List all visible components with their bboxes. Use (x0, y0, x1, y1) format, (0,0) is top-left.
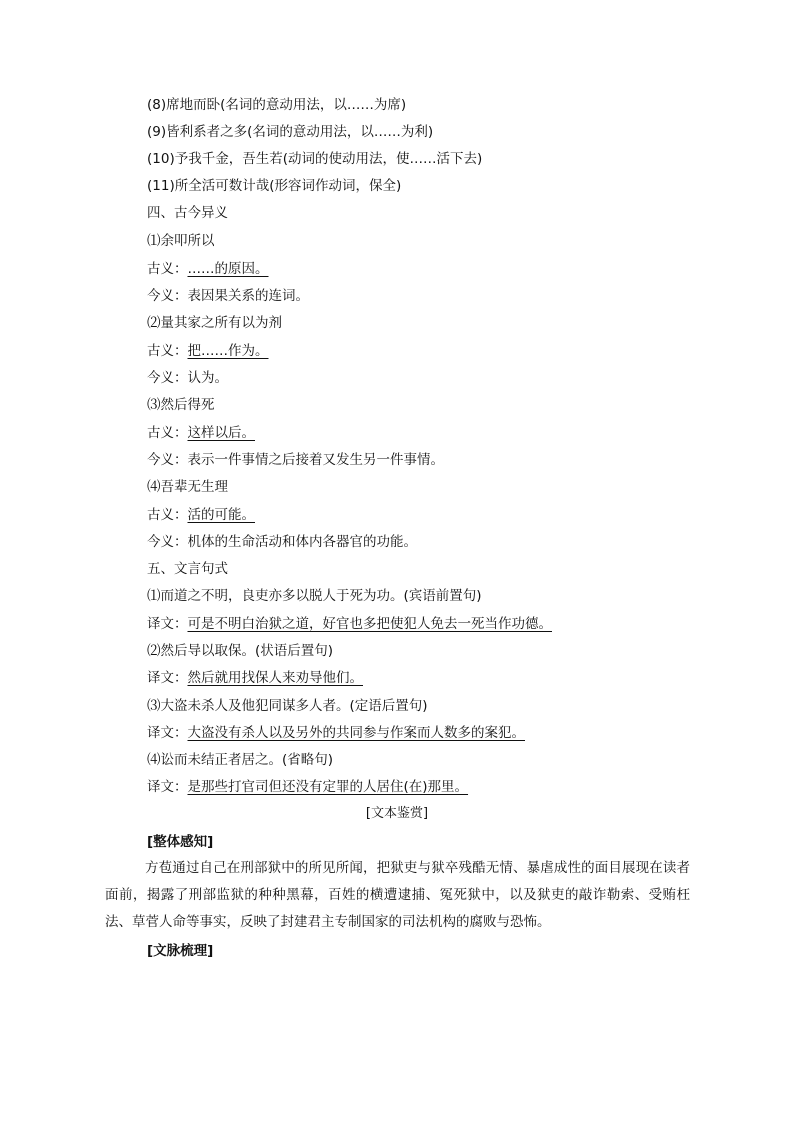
heading-ancient-modern-meaning: 四、古今异义 (147, 205, 228, 221)
translation-2 (147, 669, 363, 687)
word-3: ⑶然后得死 (147, 397, 215, 413)
modern-meaning-3: 今义：表示一件事情之后接着又发生另一件事情。 (147, 452, 444, 468)
translation-answer-3: 大盗没有杀人以及另外的共同参与作案而人数多的案犯。 (187, 725, 525, 741)
ancient-label: 古义： (147, 261, 188, 277)
translation-label: 译文： (147, 779, 188, 795)
sentence-2: ⑵然后导以取保。(状语后置句) (147, 643, 334, 659)
translation-label: 译文： (147, 725, 188, 741)
ancient-label: 古义： (147, 425, 188, 441)
translation-4 (147, 778, 468, 796)
modern-meaning-1: 今义：表因果关系的连词。 (147, 288, 309, 304)
ancient-meaning-1 (147, 260, 269, 278)
modern-meaning-4: 今义：机体的生命活动和体内各器官的功能。 (147, 534, 417, 550)
sentence-4: ⑷讼而未结正者居之。(省略句) (147, 752, 334, 768)
ancient-answer-4: 活的可能。 (187, 507, 255, 523)
context-heading: [文脉梳理] (147, 943, 214, 959)
translation-answer-4: 是那些打官司但还没有定罪的人居住(在)那里。 (187, 779, 469, 795)
word-4: ⑷吾辈无生理 (147, 479, 228, 495)
heading-sentence-patterns: 五、文言句式 (147, 561, 228, 577)
overall-paragraph: 方苞通过自己在刑部狱中的所见所闻，把狱吏与狱卒残酷无情、暴虐成性的面目展现在读者面前，揭露了刑部监狱的种种黑幕，百姓的横遭逮捕、冤死狱中，以及狱吏的敲诈勒索、受贿枉法、草菅人命等事实，反映了封建君主专制国家的司法机构的腐败与恐怖。 (105, 860, 690, 930)
modern-meaning-2: 今义：认为。 (147, 370, 228, 386)
translation-3 (147, 724, 525, 742)
ancient-answer-1: ……的原因。 (187, 261, 269, 277)
translation-answer-1: 可是不明白治狱之道，好官也多把使犯人免去一死当作功德。 (187, 616, 552, 632)
item-10: (10)予我千金，吾生若(动词的使动用法，使……活下去) (147, 151, 483, 167)
item-8: (8)席地而卧(名词的意动用法，以……为席) (147, 97, 407, 113)
section-title: [文本鉴赏] (365, 806, 429, 821)
ancient-meaning-3 (147, 424, 255, 442)
translation-1 (147, 615, 552, 633)
word-1: ⑴余叩所以 (147, 233, 215, 249)
ancient-meaning-2 (147, 342, 269, 360)
ancient-answer-2: 把……作为。 (187, 343, 269, 359)
sentence-3: ⑶大盗未杀人及他犯同谋多人者。(定语后置句) (147, 698, 428, 714)
sentence-1: ⑴而道之不明，良吏亦多以脱人于死为功。(宾语前置句) (147, 588, 482, 604)
overall-heading: [整体感知] (147, 834, 214, 850)
ancient-label: 古义： (147, 343, 188, 359)
translation-answer-2: 然后就用找保人来劝导他们。 (187, 670, 363, 686)
item-9: (9)皆利系者之多(名词的意动用法，以……为利) (147, 124, 434, 140)
ancient-label: 古义： (147, 507, 188, 523)
ancient-answer-3: 这样以后。 (187, 425, 255, 441)
translation-label: 译文： (147, 670, 188, 686)
word-2: ⑵量其家之所有以为剂 (147, 315, 282, 331)
item-11: (11)所全活可数计哉(形容词作动词，保全) (147, 178, 402, 194)
translation-label: 译文： (147, 616, 188, 632)
ancient-meaning-4 (147, 506, 255, 524)
